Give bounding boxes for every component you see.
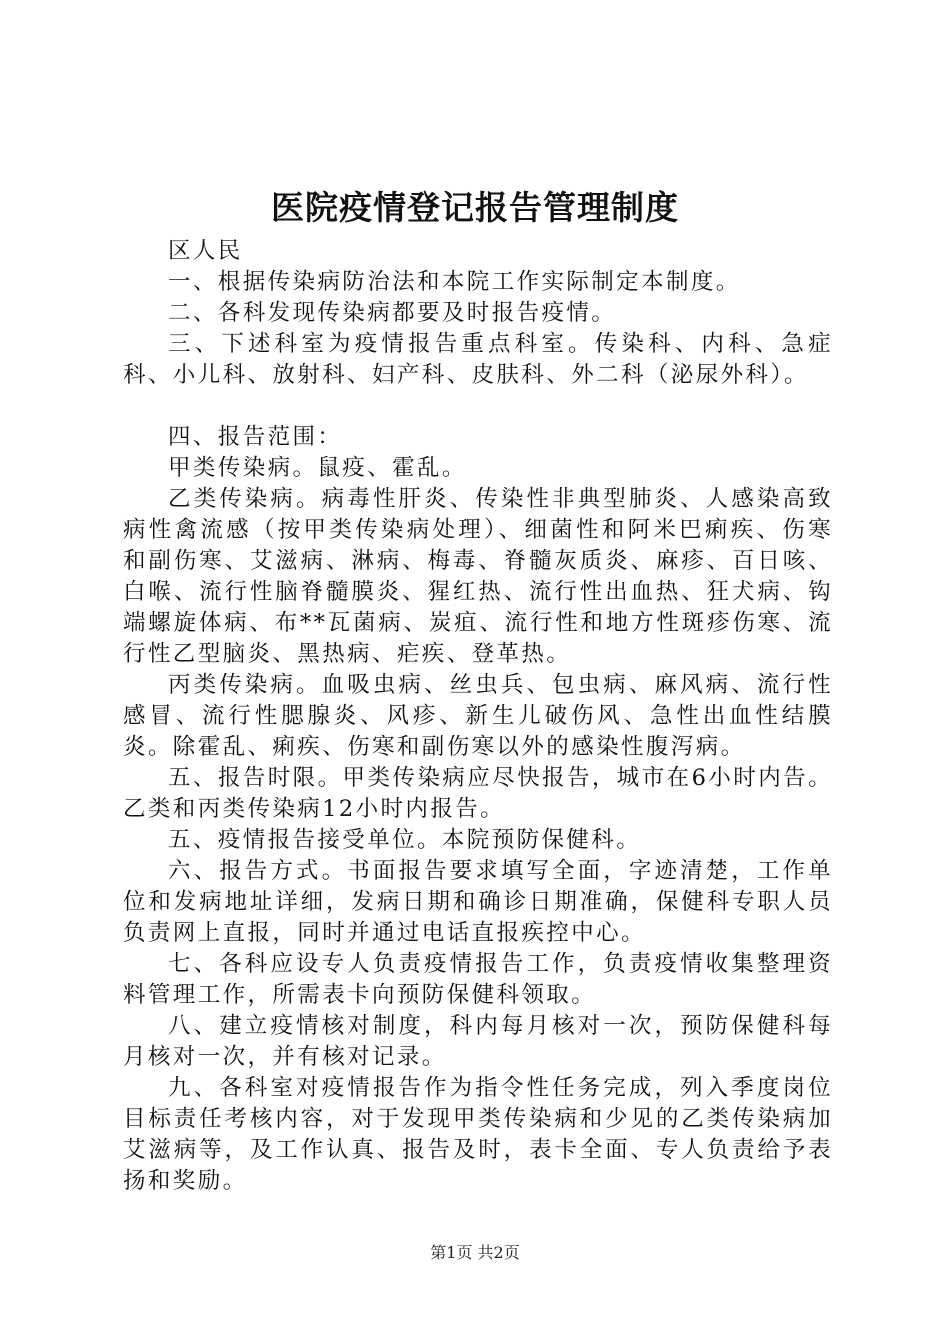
paragraph-item-4: 四、报告范围： xyxy=(168,424,343,450)
document-body xyxy=(123,236,833,1197)
paragraph-district: 区人民 xyxy=(168,238,243,264)
paragraph-class-a: 甲类传染病。鼠疫、霍乱。 xyxy=(168,455,467,481)
paragraph-item-5-time-limit: 五、报告时限。甲类传染病应尽快报告，城市在6小时内告。乙类和丙类传染病12小时内报告。 xyxy=(123,765,833,822)
paragraph-item-6: 六、报告方式。书面报告要求填写全面，字迹清楚，工作单位和发病地址详细，发病日期和确诊日期准确，保健科专职人员负责网上直报，同时并通过电话直报疾控中心。 xyxy=(123,858,833,946)
paragraph-item-9: 九、各科室对疫情报告作为指令性任务完成，列入季度岗位目标责任考核内容，对于发现甲类传染病和少见的乙类传染病加艾滋病等，及工作认真、报告及时，表卡全面、专人负责给予表扬和奖励。 xyxy=(123,1075,833,1194)
page-number-footer: 第1页 共2页 xyxy=(430,1243,520,1262)
paragraph-item-3: 三、下述科室为疫情报告重点科室。传染科、内科、急症科、小儿科、放射科、妇产科、皮肤科、外二科（泌尿外科）。 xyxy=(123,331,833,388)
document-title: 医院疫情登记报告管理制度 xyxy=(271,188,679,227)
paragraph-class-b: 乙类传染病。病毒性肝炎、传染性非典型肺炎、人感染高致病性禽流感（按甲类传染病处理）、细菌性和阿米巴痢疾、伤寒和副伤寒、艾滋病、淋病、梅毒、脊髓灰质炎、麻疹、百日咳、白喉、流行性脑脊髓膜炎、猩红热、流行性出血热、狂犬病、钩端螺旋体病、布**瓦菌病、炭疽、流行性和地方性斑疹伤寒、流行性乙型脑炎、黑热病、疟疾、登革热。 xyxy=(123,486,833,667)
paragraph-item-5-unit: 五、疫情报告接受单位。本院预防保健科。 xyxy=(168,827,642,853)
paragraph-item-7: 七、各科应设专人负责疫情报告工作，负责疫情收集整理资料管理工作，所需表卡向预防保健科领取。 xyxy=(123,951,833,1008)
paragraph-item-2: 二、各科发现传染病都要及时报告疫情。 xyxy=(168,300,617,326)
paragraph-item-1: 一、根据传染病防治法和本院工作实际制定本制度。 xyxy=(168,269,741,295)
paragraph-item-8: 八、建立疫情核对制度，科内每月核对一次，预防保健科每月核对一次，并有核对记录。 xyxy=(123,1013,833,1070)
paragraph-class-c: 丙类传染病。血吸虫病、丝虫兵、包虫病、麻风病、流行性感冒、流行性腮腺炎、风疹、新生儿破伤风、急性出血性结膜炎。除霍乱、痢疾、伤寒和副伤寒以外的感染性腹泻病。 xyxy=(123,672,833,760)
